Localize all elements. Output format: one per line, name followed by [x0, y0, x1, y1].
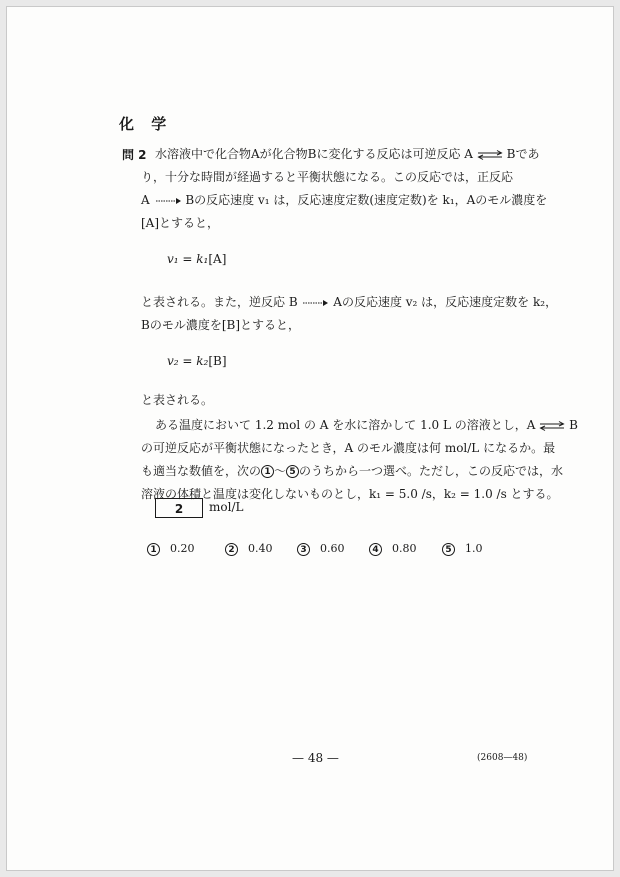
question-line-2: り，十分な時間が経過すると平衡状態になる。この反応では，正反応: [141, 170, 514, 184]
choice-value: 1.0: [465, 542, 483, 555]
line-text: ある温度において 1.2 mol の A を水に溶かして 1.0 L の溶液とし，A: [155, 418, 536, 432]
exam-code: (2608—48): [477, 753, 528, 763]
choice-value: 0.60: [320, 542, 345, 555]
choice-2[interactable]: [225, 542, 273, 556]
choice-number-icon: 4: [369, 543, 382, 556]
line-text: Bであ: [506, 147, 540, 161]
line-text: Aの反応速度 v₂ は，反応速度定数を k₂，: [333, 295, 558, 309]
answer-unit: mol/L: [209, 500, 244, 514]
equilibrium-arrow-icon: [477, 150, 503, 160]
paragraph-line-1: [155, 417, 578, 433]
choice-4[interactable]: [369, 542, 417, 556]
line-text: も適当な数値を，次の: [141, 464, 262, 478]
question-line-1: [155, 146, 539, 162]
eq-rhs: k₁: [196, 252, 209, 266]
right-arrow-icon: [154, 197, 182, 205]
equilibrium-arrow-icon: [539, 421, 565, 431]
range-tilde: ～: [274, 464, 287, 478]
line-text: 水溶液中で化合物Aが化合物Bに変化する反応は可逆反応 A: [155, 147, 473, 161]
choice-value: 0.80: [392, 542, 417, 555]
choice-number-icon: 2: [225, 543, 238, 556]
paragraph-line-4: 溶液の体積と温度は変化しないものとし，k₁ = 5.0 /s，k₂ = 1.0 /s とする。: [141, 487, 559, 501]
eq-sign: =: [178, 354, 197, 368]
line-text: B: [569, 418, 578, 432]
choice-value: 0.20: [170, 542, 195, 555]
paragraph-line-2: の可逆反応が平衡状態になったとき，A のモル濃度は何 mol/L になるか。最: [141, 441, 556, 455]
eq-rhs: k₂: [196, 354, 209, 368]
equation-2: [167, 354, 227, 368]
line-text: のうちから一つ選べ。ただし，この反応では，水: [299, 464, 564, 478]
eq-conc: [B]: [208, 354, 227, 368]
question-line-3: [141, 192, 547, 208]
mid-line-1: [141, 294, 557, 310]
right-arrow-icon: [301, 299, 329, 307]
line-text: Bの反応速度 v₁ は，反応速度定数(速度定数)を k₁，Aのモル濃度を: [185, 193, 548, 207]
exam-page: [6, 6, 614, 871]
equation-1: [167, 252, 226, 266]
paragraph-line-3: [141, 463, 563, 479]
question-label: 問 2: [122, 148, 147, 162]
section-title: 化 学: [119, 115, 173, 133]
choice-5[interactable]: [442, 542, 483, 556]
choice-value: 0.40: [248, 542, 273, 555]
choice-5-icon: 5: [286, 465, 299, 478]
choice-number-icon: 1: [147, 543, 160, 556]
choice-number-icon: 3: [297, 543, 310, 556]
choice-number-icon: 5: [442, 543, 455, 556]
eq-conc: [A]: [208, 252, 227, 266]
eq-sign: =: [178, 252, 197, 266]
answer-box[interactable]: 2: [155, 498, 203, 518]
page-number: — 48 —: [292, 751, 339, 765]
eq-lhs: v₁: [167, 252, 179, 266]
line-text: と表される。また，逆反応 B: [141, 295, 298, 309]
choice-1-icon: 1: [261, 465, 274, 478]
mid-line-2: Bのモル濃度を[B]とすると，: [141, 318, 301, 332]
after-equation-2: と表される。: [141, 393, 214, 407]
choice-1[interactable]: [147, 542, 195, 556]
line-text: A: [141, 193, 150, 207]
eq-lhs: v₂: [167, 354, 179, 368]
choice-3[interactable]: [297, 542, 345, 556]
question-line-4: [A]とすると，: [141, 216, 220, 230]
